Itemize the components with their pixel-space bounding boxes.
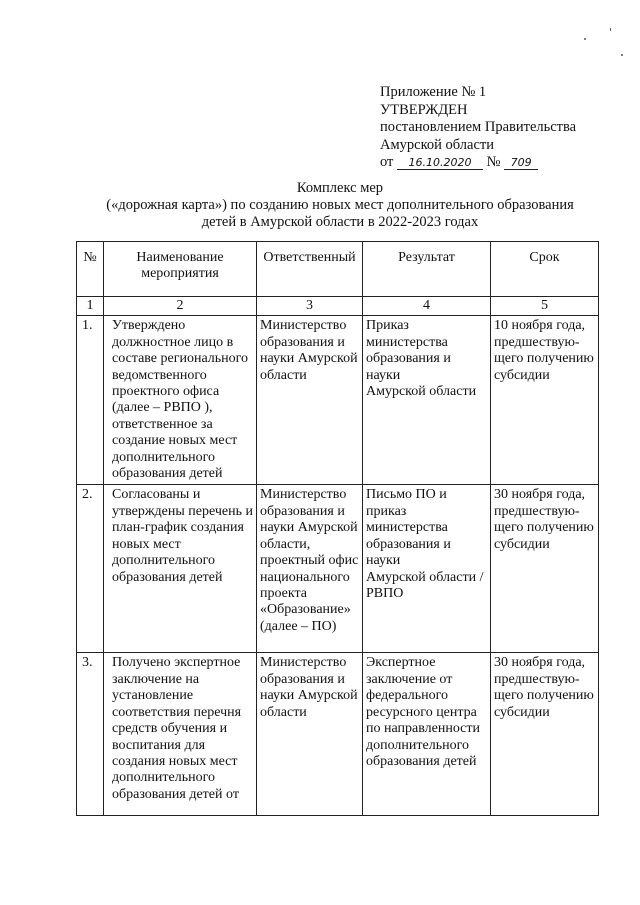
title-line-2: («дорожная карта») по созданию новых мест дополнительного образования — [106, 197, 574, 213]
handwritten-number: 709 — [504, 156, 538, 170]
row-number: 2. — [77, 485, 104, 653]
title-line-3: детей в Амурской области в 2022-2023 годах — [201, 214, 479, 230]
result-text: Письмо ПО и приказ министерства образования и науки Амурской области / РВПО — [363, 485, 491, 653]
date-number-line — [380, 154, 576, 172]
deadline-text: 30 ноября года, предшествую-щего получению субсидии — [491, 653, 599, 816]
region-label: Амурской области — [380, 136, 494, 153]
table-row — [77, 653, 599, 816]
table-header-row — [77, 242, 599, 297]
scan-speck — [584, 38, 586, 40]
header-responsible: Ответственный — [257, 242, 363, 297]
approval-block — [380, 84, 576, 172]
measure-name: Согласованы и утверждены перечень и план-график создания новых мест дополнительного образования детей — [104, 485, 257, 653]
resolution-label: постановлением Правительства — [380, 119, 577, 135]
deadline-text: 30 ноября года, предшествую-щего получению субсидии — [491, 485, 599, 653]
header-number: № — [77, 242, 104, 297]
scan-speck — [610, 28, 611, 31]
table-row — [77, 316, 599, 485]
responsible-party: Министерство образования и науки Амурской области, проектный офис национального проекта «Образование» (далее – ПО) — [257, 485, 363, 653]
table-row — [77, 485, 599, 653]
column-number: 1 — [77, 297, 104, 316]
appendix-label: Приложение № 1 — [380, 84, 487, 100]
document-title — [80, 180, 600, 231]
handwritten-date: 16.10.2020 — [397, 156, 483, 170]
column-number-row — [77, 297, 599, 316]
number-label: № — [486, 154, 501, 170]
column-number: 5 — [491, 297, 599, 316]
header-name: Наименование мероприятия — [104, 242, 257, 297]
measure-name: Утверждено должностное лицо в составе регионального ведомственного проектного офиса (далее – РВПО ), ответственное за создание новых мест дополнительного образования детей — [104, 316, 257, 485]
approved-label: УТВЕРЖДЕН — [380, 101, 468, 118]
header-result: Результат — [363, 242, 491, 297]
column-number: 3 — [257, 297, 363, 316]
measures-table — [76, 241, 599, 816]
title-line-1: Комплекс мер — [296, 180, 384, 196]
measure-name: Получено экспертное заключение на установление соответствия перечня средств обучения и воспитания для создания новых мест дополнительного образования детей от — [104, 653, 257, 816]
header-deadline: Срок — [491, 242, 599, 297]
column-number: 2 — [104, 297, 257, 316]
responsible-party: Министерство образования и науки Амурской области — [257, 316, 363, 485]
row-number: 3. — [77, 653, 104, 816]
scan-speck — [621, 54, 623, 56]
from-label: от — [380, 154, 394, 170]
column-number: 4 — [363, 297, 491, 316]
responsible-party: Министерство образования и науки Амурской области — [257, 653, 363, 816]
deadline-text: 10 ноября года, предшествую-щего получению субсидии — [491, 316, 599, 485]
result-text: Приказ министерства образования и науки Амурской области — [363, 316, 491, 485]
row-number: 1. — [77, 316, 104, 485]
result-text: Экспертное заключение от федерального ресурсного центра по направленности дополнительного образования детей — [363, 653, 491, 816]
